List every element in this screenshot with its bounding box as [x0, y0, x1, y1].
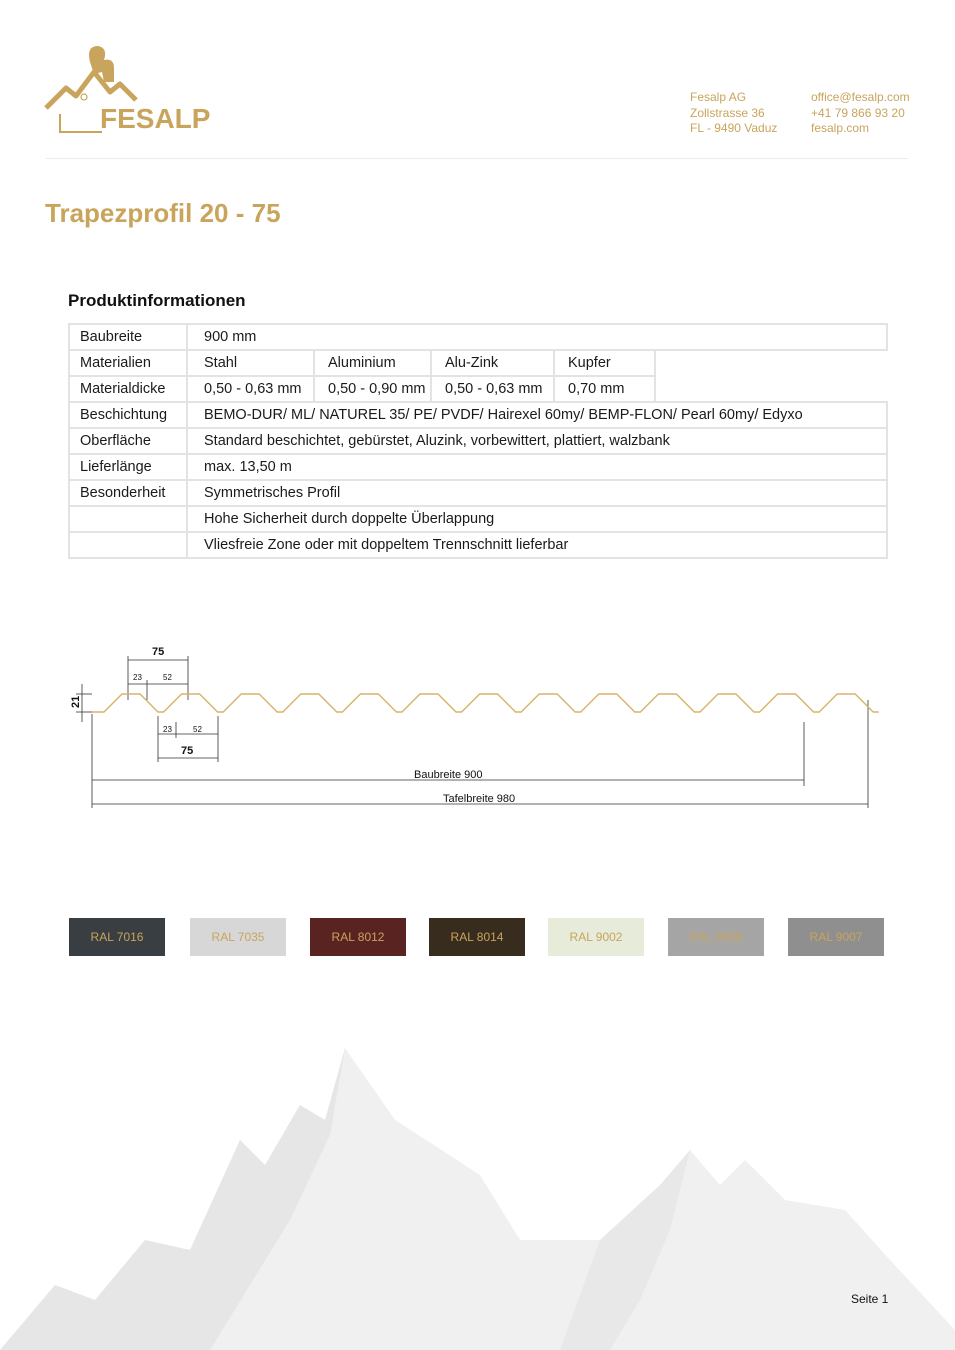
table-row — [69, 506, 887, 532]
row-label: Besonderheit — [69, 480, 187, 506]
row-label: Oberfläche — [69, 428, 187, 454]
table-row — [69, 350, 887, 376]
contact-address — [690, 90, 777, 137]
row-label: Materialien — [69, 350, 187, 376]
dim-top-flange-label: 23 — [133, 673, 142, 682]
dim-height-label: 21 — [70, 695, 82, 708]
row-label: Lieferlänge — [69, 454, 187, 480]
empty-cell — [655, 376, 887, 402]
dim-tafelbreite-label: Tafelbreite 980 — [443, 793, 516, 805]
company-name: Fesalp AG — [690, 90, 747, 104]
table-row — [69, 480, 887, 506]
swatch-ral-9002: RAL 9002 — [548, 918, 644, 956]
row-value: Hohe Sicherheit durch doppelte Überlappung — [187, 506, 887, 532]
thickness-kupfer: 0,70 mm — [554, 376, 655, 402]
company-city: FL - 9490 Vaduz — [690, 121, 778, 135]
dim-bottom-pitch-label: 75 — [181, 745, 194, 757]
header-divider — [46, 158, 908, 159]
table-row — [69, 376, 887, 402]
dim-web-label: 52 — [163, 673, 172, 682]
contact-email[interactable]: office@fesalp.com — [811, 90, 910, 104]
trapezoid-profile-line — [92, 694, 879, 712]
row-label: Baubreite — [69, 324, 187, 350]
contact-phone[interactable]: +41 79 866 93 20 — [811, 105, 905, 120]
swatch-ral-9006: RAL 9006 — [668, 918, 764, 956]
row-label-empty — [69, 532, 187, 558]
page-title: Trapezprofil 20 - 75 — [45, 198, 281, 228]
swatch-ral-8014: RAL 8014 — [429, 918, 525, 956]
page-number: Seite 1 — [851, 1292, 889, 1306]
thickness-alu-zink: 0,50 - 0,63 mm — [431, 376, 554, 402]
contact-details — [811, 90, 910, 137]
swatch-ral-7035: RAL 7035 — [190, 918, 286, 956]
empty-cell — [655, 350, 887, 376]
table-row — [69, 532, 887, 558]
row-label: Materialdicke — [69, 376, 187, 402]
table-row — [69, 324, 887, 350]
row-label: Beschichtung — [69, 402, 187, 428]
row-label-empty — [69, 506, 187, 532]
swatch-ral-7016: RAL 7016 — [69, 918, 165, 956]
dim-bottom-flange-label: 23 — [163, 725, 172, 734]
table-row — [69, 428, 887, 454]
section-title: Produktinformationen — [68, 291, 246, 310]
table-row — [69, 454, 887, 480]
swatch-ral-9007: RAL 9007 — [788, 918, 884, 956]
row-value: Standard beschichtet, gebürstet, Aluzink, vorbewittert, plattiert, walzbank — [187, 428, 887, 454]
thickness-stahl: 0,50 - 0,63 mm — [187, 376, 314, 402]
fesalp-logo — [44, 42, 214, 136]
dim-pitch-label: 75 — [152, 646, 165, 658]
dim-bottom-web-label: 52 — [193, 725, 202, 734]
material-alu-zink: Alu-Zink — [431, 350, 554, 376]
material-aluminium: Aluminium — [314, 350, 431, 376]
company-street: Zollstrasse 36 — [690, 105, 765, 120]
row-value: Vliesfreie Zone oder mit doppeltem Trennschnitt lieferbar — [187, 532, 887, 558]
thickness-aluminium: 0,50 - 0,90 mm — [314, 376, 431, 402]
logo-wordmark: FESALP — [100, 103, 211, 134]
row-value: 900 mm — [187, 324, 887, 350]
contact-web[interactable]: fesalp.com — [811, 121, 870, 135]
material-kupfer: Kupfer — [554, 350, 655, 376]
table-row — [69, 402, 887, 428]
row-value: max. 13,50 m — [187, 454, 887, 480]
dim-baubreite-label: Baubreite 900 — [414, 769, 483, 781]
material-stahl: Stahl — [187, 350, 314, 376]
profile-drawing — [60, 640, 880, 815]
row-value: BEMO-DUR/ ML/ NATUREL 35/ PE/ PVDF/ Hairexel 60my/ BEMP-FLON/ Pearl 60my/ Edyxo — [187, 402, 887, 428]
swatch-ral-8012: RAL 8012 — [310, 918, 406, 956]
row-value: Symmetrisches Profil — [187, 480, 887, 506]
product-info-table — [68, 323, 888, 559]
